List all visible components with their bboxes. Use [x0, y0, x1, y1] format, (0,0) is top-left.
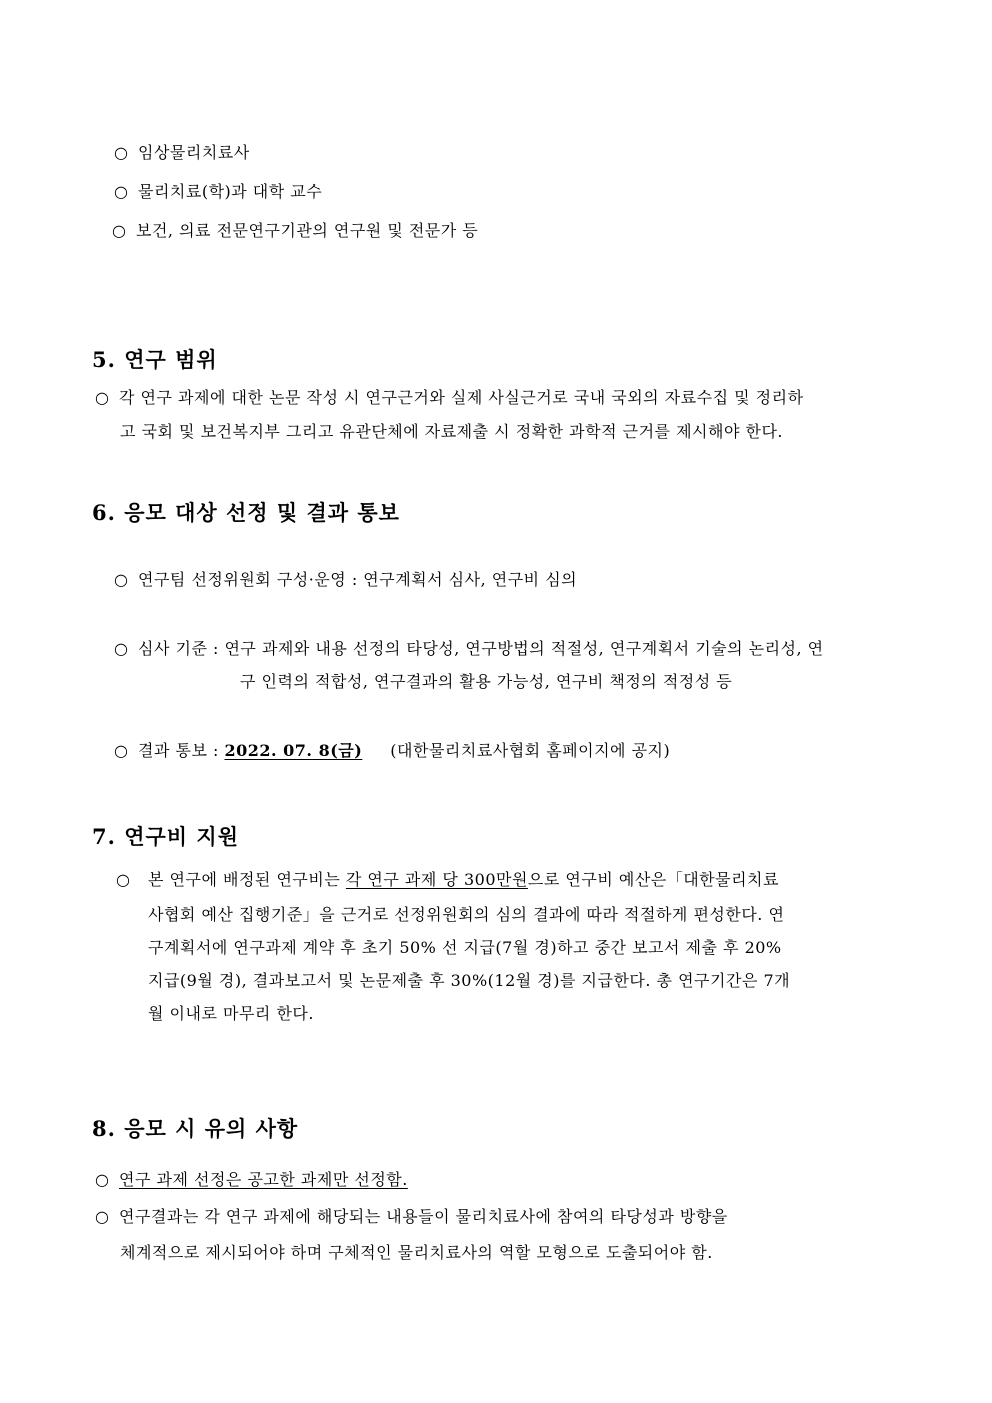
bullet-circle: ○	[114, 639, 129, 658]
paragraph-line: 사협회 예산 집행기준」을 근거로 선정위원회의 심의 결과에 따라 적절하게 편성한다. 연	[148, 905, 785, 924]
list-item	[95, 1169, 408, 1191]
bullet-circle: ○	[114, 182, 129, 201]
bullet-circle: ○	[95, 1207, 110, 1226]
list-item-text: 연구팀 선정위원회 구성·운영 : 연구계획서 심사, 연구비 심의	[138, 570, 578, 589]
list-item	[114, 638, 824, 660]
paragraph-text: 본 연구에 배정된 연구비는	[148, 870, 346, 889]
section-heading-5: 5. 연구 범위	[92, 347, 218, 372]
bullet-circle: ○	[95, 1170, 110, 1189]
list-item	[114, 181, 322, 203]
list-item	[114, 569, 577, 591]
section-heading-7: 7. 연구비 지원	[92, 824, 239, 849]
list-item-text: 연구 과제 선정은 공고한 과제만 선정함.	[119, 1170, 408, 1189]
list-item	[114, 142, 250, 164]
list-item-text: 물리치료(학)과 대학 교수	[138, 182, 323, 201]
paragraph-line	[116, 869, 779, 891]
bullet-circle: ○	[114, 741, 129, 760]
list-item-text: 보건, 의료 전문연구기관의 연구원 및 전문가 등	[136, 221, 479, 240]
paragraph-line: 지급(9월 경), 결과보고서 및 논문제출 후 30%(12월 경)를 지급한다. 총 연구기간은 7개	[148, 971, 791, 990]
list-item	[95, 1206, 728, 1228]
budget-amount: 각 연구 과제 당 300만원	[345, 870, 528, 889]
paragraph-line	[95, 387, 897, 409]
section-heading-6: 6. 응모 대상 선정 및 결과 통보	[92, 500, 400, 525]
paragraph-line: 고 국회 및 보건복지부 그리고 유관단체에 자료제출 시 정확한 과학적 근거를 제시해야 한다.	[120, 422, 783, 441]
list-item-text: 연구결과는 각 연구 과제에 해당되는 내용들이 물리치료사에 참여의 타당성과 방향을	[119, 1207, 728, 1226]
paragraph-line: 구계획서에 연구과제 계약 후 초기 50% 선 지급(7월 경)하고 중간 보고서 제출 후 20%	[148, 938, 782, 957]
list-item-text: 임상물리치료사	[138, 143, 250, 162]
paragraph-line: 월 이내로 마무리 한다.	[148, 1004, 314, 1023]
bullet-circle: ○	[95, 388, 110, 407]
list-item	[114, 740, 670, 762]
list-item-continuation: 체계적으로 제시되어야 하며 구체적인 물리치료사의 역할 모형으로 도출되어야 함.	[120, 1243, 713, 1262]
result-note: (대한물리치료사협회 홈페이지에 공지)	[390, 741, 671, 760]
bullet-circle: ○	[114, 143, 129, 162]
list-item	[112, 220, 478, 242]
list-item-text: 심사 기준 : 연구 과제와 내용 선정의 타당성, 연구방법의 적절성, 연구계획서 기술의 논리성, 연	[138, 639, 824, 658]
result-date: 2022. 07. 8(금)	[224, 741, 363, 760]
section-heading-8: 8. 응모 시 유의 사항	[92, 1116, 299, 1141]
list-item-continuation: 구 인력의 적합성, 연구결과의 활용 가능성, 연구비 책정의 적정성 등	[240, 672, 733, 691]
paragraph-text: 각 연구 과제에 대한 논문 작성 시 연구근거와 실제 사실근거로 국내 국외의 자료수집 및 정리하	[119, 388, 804, 407]
bullet-circle: ○	[112, 221, 127, 240]
result-label: 결과 통보 :	[138, 741, 225, 760]
bullet-circle: ○	[116, 870, 131, 889]
paragraph-text: 으로 연구비 예산은「대한물리치료	[527, 870, 779, 889]
bullet-circle: ○	[114, 570, 129, 589]
